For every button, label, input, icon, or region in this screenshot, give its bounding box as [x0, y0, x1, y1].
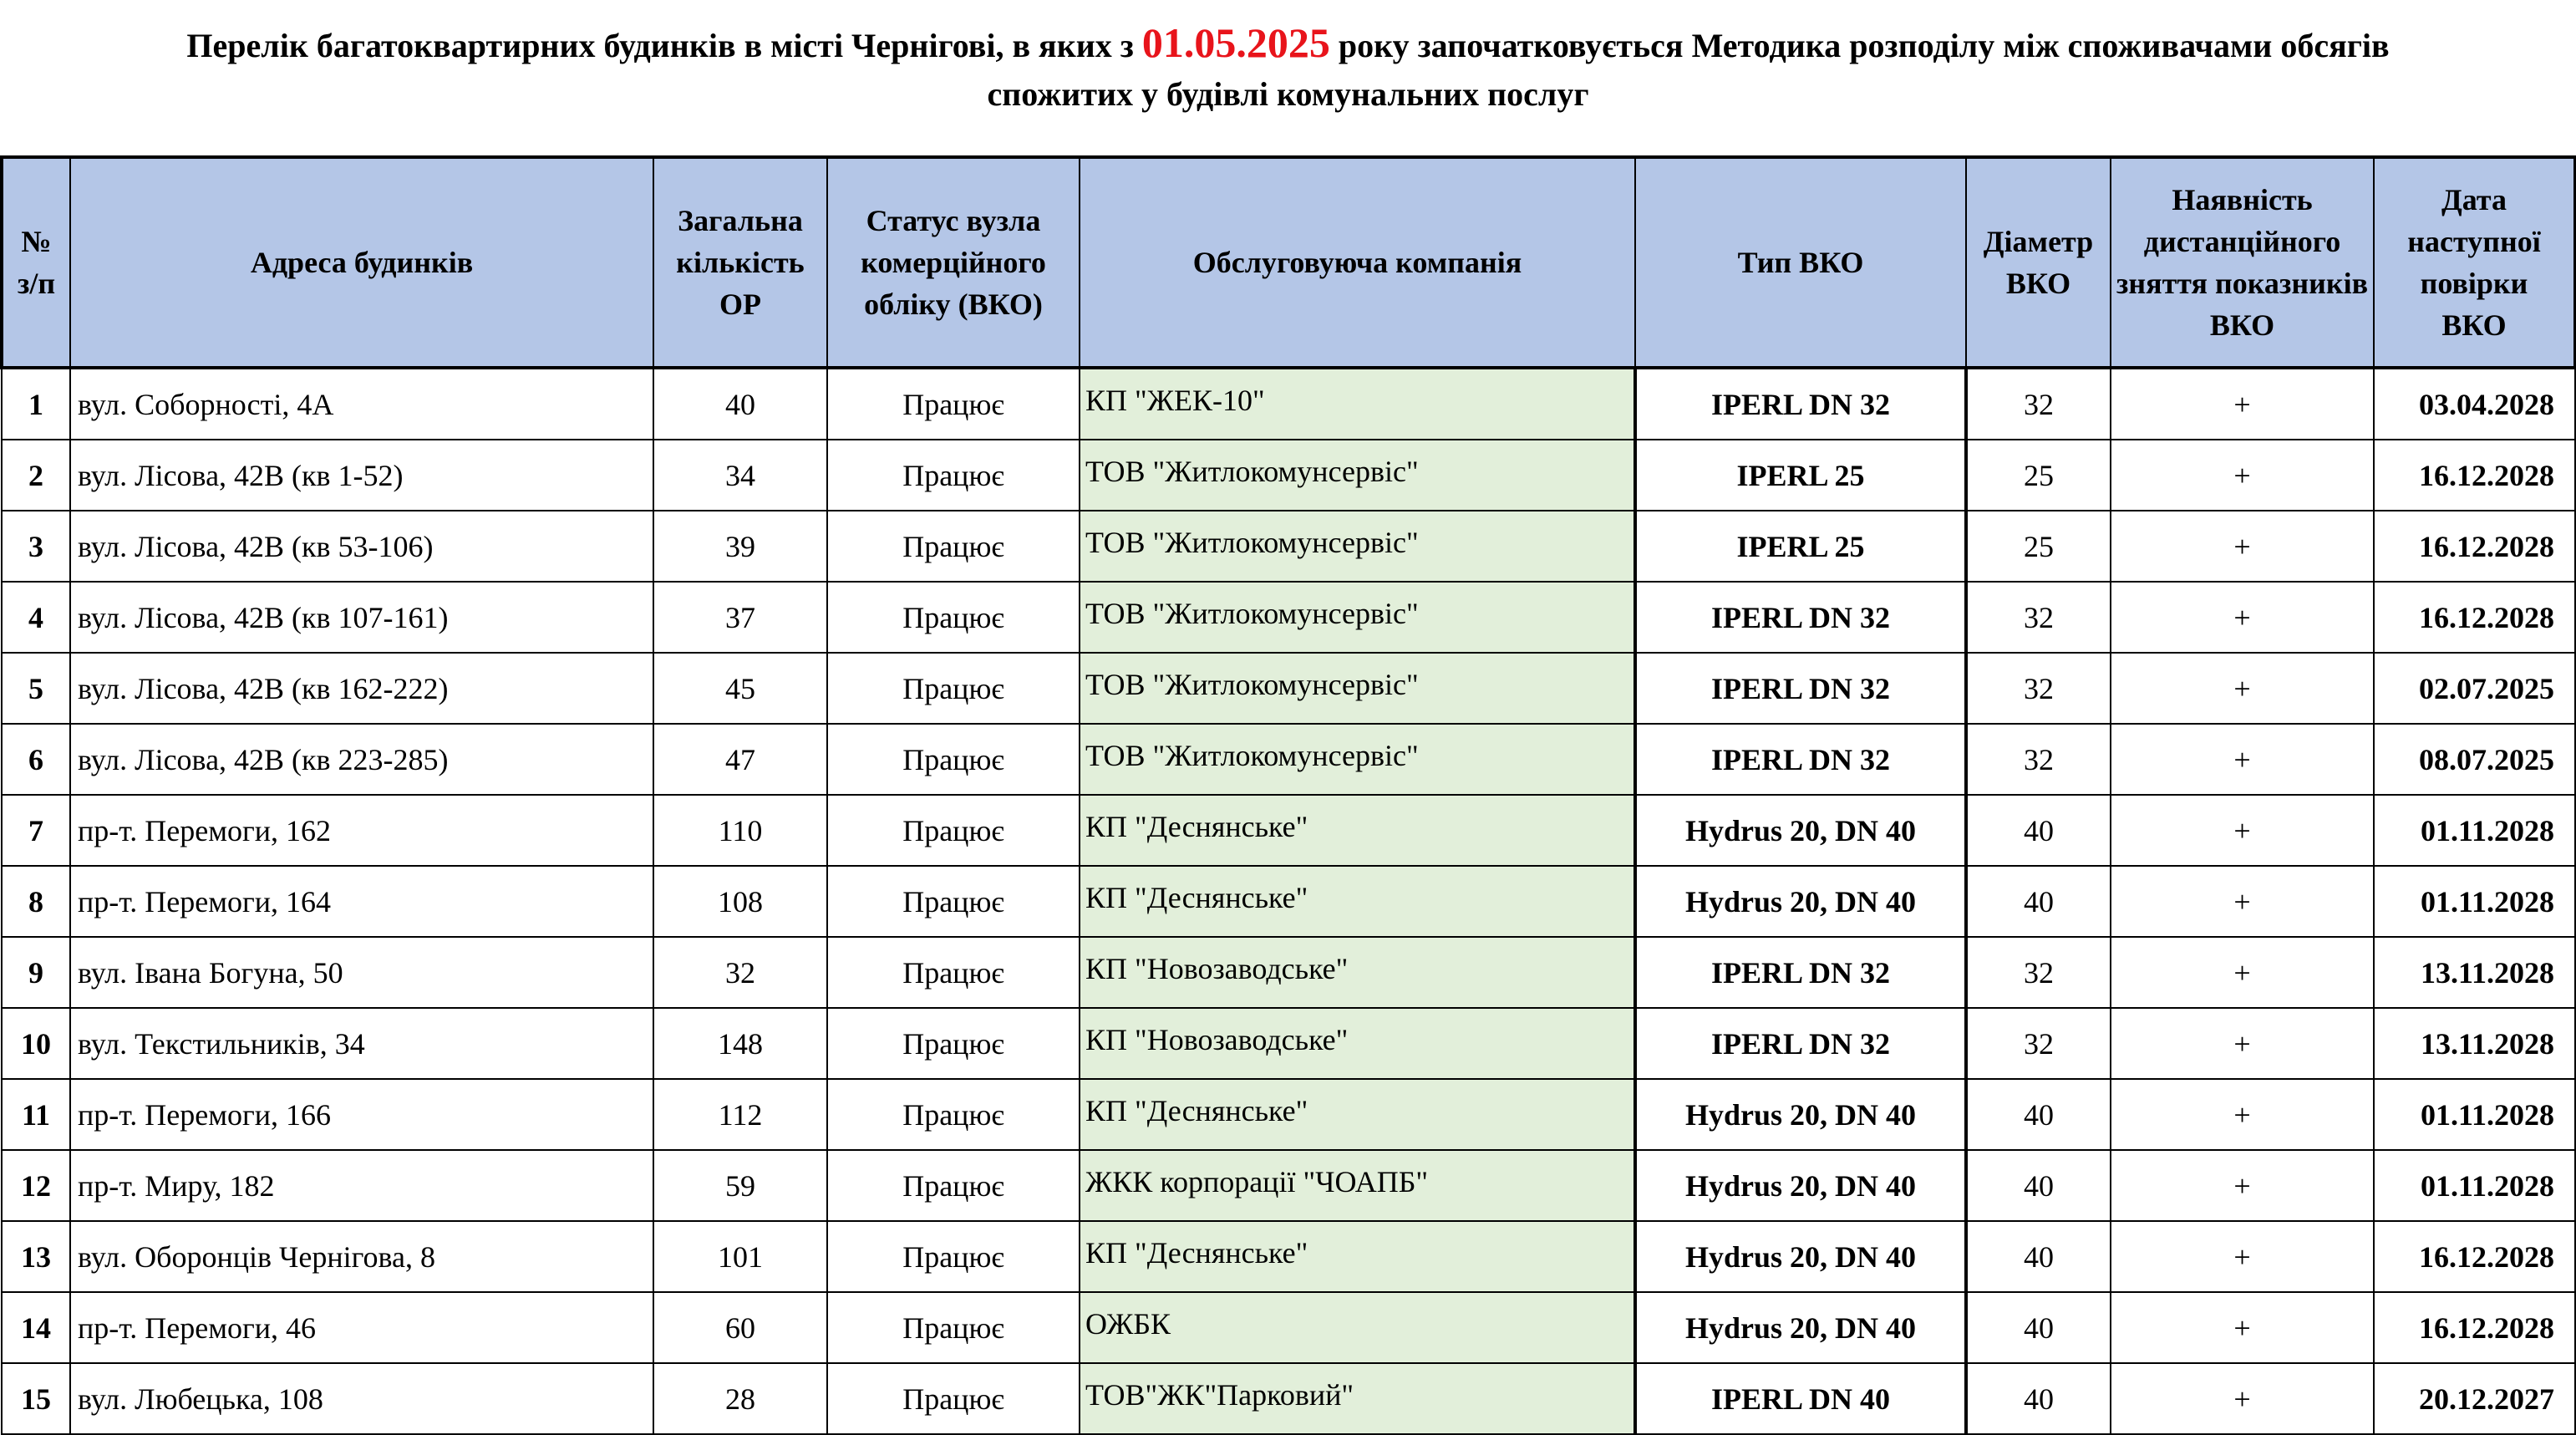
cell-next-verification-date: 13.11.2028: [2374, 937, 2575, 1008]
buildings-table-container: [0, 155, 2573, 1435]
cell-meter-diameter: 40: [1966, 1150, 2111, 1221]
cell-meter-status: Працює: [827, 1150, 1080, 1221]
cell-meter-diameter: 32: [1966, 582, 2111, 653]
cell-meter-type: Hydrus 20, DN 40: [1635, 1079, 1966, 1150]
cell-remote-reading: +: [2111, 653, 2374, 724]
cell-service-company: КП "Деснянське": [1080, 866, 1635, 937]
cell-next-verification-date: 03.04.2028: [2374, 368, 2575, 440]
cell-meter-status: Працює: [827, 582, 1080, 653]
cell-meter-type: IPERL DN 32: [1635, 582, 1966, 653]
cell-service-company: ТОВ "Житлокомунсервіс": [1080, 582, 1635, 653]
table-row: [2, 724, 2575, 795]
cell-meter-diameter: 32: [1966, 937, 2111, 1008]
cell-meter-status: Працює: [827, 795, 1080, 866]
cell-service-company: КП "Деснянське": [1080, 1221, 1635, 1292]
cell-meter-diameter: 32: [1966, 368, 2111, 440]
cell-meter-status: Працює: [827, 724, 1080, 795]
header-next-verification-date: Дата наступної повірки ВКО: [2374, 157, 2575, 368]
header-address: Адреса будинків: [70, 157, 653, 368]
cell-service-company: ТОВ "Житлокомунсервіс": [1080, 653, 1635, 724]
cell-or-count: 40: [653, 368, 827, 440]
cell-or-count: 59: [653, 1150, 827, 1221]
cell-remote-reading: +: [2111, 937, 2374, 1008]
table-row: [2, 1008, 2575, 1079]
cell-meter-diameter: 40: [1966, 1292, 2111, 1363]
cell-or-count: 101: [653, 1221, 827, 1292]
cell-row-number: 2: [2, 440, 70, 511]
cell-next-verification-date: 16.12.2028: [2374, 582, 2575, 653]
cell-service-company: КП "Деснянське": [1080, 795, 1635, 866]
cell-address: пр-т. Перемоги, 166: [70, 1079, 653, 1150]
table-row: [2, 440, 2575, 511]
cell-row-number: 5: [2, 653, 70, 724]
table-row: [2, 937, 2575, 1008]
cell-address: вул. Текстильників, 34: [70, 1008, 653, 1079]
cell-next-verification-date: 16.12.2028: [2374, 1292, 2575, 1363]
cell-meter-status: Працює: [827, 866, 1080, 937]
cell-service-company: ТОВ "Житлокомунсервіс": [1080, 440, 1635, 511]
cell-address: пр-т. Миру, 182: [70, 1150, 653, 1221]
cell-remote-reading: +: [2111, 1150, 2374, 1221]
cell-meter-diameter: 32: [1966, 1008, 2111, 1079]
cell-address: пр-т. Перемоги, 164: [70, 866, 653, 937]
cell-meter-diameter: 25: [1966, 440, 2111, 511]
cell-next-verification-date: 20.12.2027: [2374, 1363, 2575, 1434]
cell-meter-type: Hydrus 20, DN 40: [1635, 1221, 1966, 1292]
cell-next-verification-date: 16.12.2028: [2374, 440, 2575, 511]
header-meter-type: Тип ВКО: [1635, 157, 1966, 368]
table-row: [2, 795, 2575, 866]
cell-address: вул. Любецька, 108: [70, 1363, 653, 1434]
cell-row-number: 14: [2, 1292, 70, 1363]
cell-or-count: 108: [653, 866, 827, 937]
cell-row-number: 12: [2, 1150, 70, 1221]
cell-address: вул. Соборності, 4А: [70, 368, 653, 440]
cell-meter-status: Працює: [827, 1008, 1080, 1079]
cell-next-verification-date: 01.11.2028: [2374, 1150, 2575, 1221]
cell-remote-reading: +: [2111, 724, 2374, 795]
cell-service-company: ЖКК корпорації "ЧОАПБ": [1080, 1150, 1635, 1221]
cell-next-verification-date: 08.07.2025: [2374, 724, 2575, 795]
cell-meter-status: Працює: [827, 1079, 1080, 1150]
cell-service-company: ТОВ "Житлокомунсервіс": [1080, 724, 1635, 795]
table-header-row: [2, 157, 2575, 368]
header-or-count: Загальна кількість ОР: [653, 157, 827, 368]
table-row: [2, 511, 2575, 582]
cell-meter-diameter: 40: [1966, 795, 2111, 866]
cell-next-verification-date: 01.11.2028: [2374, 795, 2575, 866]
cell-meter-diameter: 40: [1966, 1221, 2111, 1292]
cell-row-number: 13: [2, 1221, 70, 1292]
cell-row-number: 10: [2, 1008, 70, 1079]
cell-or-count: 60: [653, 1292, 827, 1363]
cell-meter-status: Працює: [827, 1292, 1080, 1363]
cell-meter-type: IPERL DN 32: [1635, 937, 1966, 1008]
cell-service-company: КП "Новозаводське": [1080, 1008, 1635, 1079]
cell-remote-reading: +: [2111, 1079, 2374, 1150]
header-meter-status: Статус вузла комерційного обліку (ВКО): [827, 157, 1080, 368]
table-row: [2, 1079, 2575, 1150]
cell-or-count: 110: [653, 795, 827, 866]
cell-service-company: ТОВ "Житлокомунсервіс": [1080, 511, 1635, 582]
table-row: [2, 1363, 2575, 1434]
cell-service-company: ТОВ"ЖК"Парковий": [1080, 1363, 1635, 1434]
cell-remote-reading: +: [2111, 1292, 2374, 1363]
cell-address: вул. Івана Богуна, 50: [70, 937, 653, 1008]
table-row: [2, 866, 2575, 937]
title-line-2: спожитих у будівлі комунальних послуг: [987, 75, 1589, 113]
cell-remote-reading: +: [2111, 866, 2374, 937]
cell-meter-type: IPERL 25: [1635, 440, 1966, 511]
cell-meter-diameter: 40: [1966, 1079, 2111, 1150]
cell-meter-status: Працює: [827, 511, 1080, 582]
cell-remote-reading: +: [2111, 440, 2374, 511]
cell-next-verification-date: 01.11.2028: [2374, 866, 2575, 937]
document-title: [0, 18, 2576, 119]
cell-remote-reading: +: [2111, 511, 2374, 582]
cell-row-number: 1: [2, 368, 70, 440]
title-start-date: 01.05.2025: [1141, 19, 1330, 66]
cell-meter-type: Hydrus 20, DN 40: [1635, 795, 1966, 866]
title-line-1: [0, 18, 2576, 70]
cell-meter-diameter: 25: [1966, 511, 2111, 582]
cell-or-count: 112: [653, 1079, 827, 1150]
cell-row-number: 9: [2, 937, 70, 1008]
cell-next-verification-date: 16.12.2028: [2374, 1221, 2575, 1292]
cell-meter-type: IPERL DN 32: [1635, 724, 1966, 795]
header-row-number: № з/п: [2, 157, 70, 368]
cell-remote-reading: +: [2111, 1221, 2374, 1292]
cell-remote-reading: +: [2111, 368, 2374, 440]
cell-remote-reading: +: [2111, 582, 2374, 653]
cell-address: вул. Лісова, 42В (кв 53-106): [70, 511, 653, 582]
cell-next-verification-date: 02.07.2025: [2374, 653, 2575, 724]
table-row: [2, 1292, 2575, 1363]
buildings-table: [0, 155, 2576, 1435]
cell-address: вул. Лісова, 42В (кв 107-161): [70, 582, 653, 653]
cell-or-count: 47: [653, 724, 827, 795]
cell-or-count: 32: [653, 937, 827, 1008]
cell-meter-status: Працює: [827, 653, 1080, 724]
cell-meter-status: Працює: [827, 368, 1080, 440]
cell-service-company: КП "ЖЕК-10": [1080, 368, 1635, 440]
cell-service-company: КП "Новозаводське": [1080, 937, 1635, 1008]
cell-meter-diameter: 32: [1966, 724, 2111, 795]
cell-row-number: 6: [2, 724, 70, 795]
header-remote-reading: Наявність дистанційного зняття показників ВКО: [2111, 157, 2374, 368]
cell-remote-reading: +: [2111, 1363, 2374, 1434]
cell-meter-type: IPERL DN 32: [1635, 653, 1966, 724]
header-service-company: Обслуговуюча компанія: [1080, 157, 1635, 368]
cell-meter-type: Hydrus 20, DN 40: [1635, 1292, 1966, 1363]
cell-meter-type: IPERL DN 32: [1635, 1008, 1966, 1079]
cell-meter-status: Працює: [827, 937, 1080, 1008]
cell-next-verification-date: 01.11.2028: [2374, 1079, 2575, 1150]
cell-meter-type: IPERL DN 32: [1635, 368, 1966, 440]
cell-row-number: 4: [2, 582, 70, 653]
cell-address: вул. Оборонців Чернігова, 8: [70, 1221, 653, 1292]
cell-meter-diameter: 40: [1966, 1363, 2111, 1434]
cell-meter-type: IPERL DN 40: [1635, 1363, 1966, 1434]
table-row: [2, 582, 2575, 653]
title-suffix: року започатковується Методика розподілу між споживачами обсягів: [1329, 27, 2390, 64]
cell-row-number: 3: [2, 511, 70, 582]
cell-meter-status: Працює: [827, 440, 1080, 511]
cell-meter-diameter: 40: [1966, 866, 2111, 937]
cell-or-count: 148: [653, 1008, 827, 1079]
cell-or-count: 39: [653, 511, 827, 582]
cell-row-number: 8: [2, 866, 70, 937]
table-row: [2, 368, 2575, 440]
cell-address: вул. Лісова, 42В (кв 162-222): [70, 653, 653, 724]
cell-next-verification-date: 16.12.2028: [2374, 511, 2575, 582]
cell-address: вул. Лісова, 42В (кв 223-285): [70, 724, 653, 795]
cell-meter-diameter: 32: [1966, 653, 2111, 724]
cell-address: вул. Лісова, 42В (кв 1-52): [70, 440, 653, 511]
cell-next-verification-date: 13.11.2028: [2374, 1008, 2575, 1079]
cell-or-count: 45: [653, 653, 827, 724]
cell-or-count: 34: [653, 440, 827, 511]
cell-service-company: ОЖБК: [1080, 1292, 1635, 1363]
cell-meter-type: IPERL 25: [1635, 511, 1966, 582]
cell-row-number: 7: [2, 795, 70, 866]
title-prefix: Перелік багатоквартирних будинків в місті Чернігові, в яких з: [186, 27, 1142, 64]
cell-address: пр-т. Перемоги, 46: [70, 1292, 653, 1363]
cell-or-count: 37: [653, 582, 827, 653]
cell-row-number: 15: [2, 1363, 70, 1434]
cell-meter-status: Працює: [827, 1363, 1080, 1434]
cell-address: пр-т. Перемоги, 162: [70, 795, 653, 866]
cell-meter-status: Працює: [827, 1221, 1080, 1292]
cell-meter-type: Hydrus 20, DN 40: [1635, 866, 1966, 937]
cell-service-company: КП "Деснянське": [1080, 1079, 1635, 1150]
table-row: [2, 1221, 2575, 1292]
table-row: [2, 1150, 2575, 1221]
cell-remote-reading: +: [2111, 1008, 2374, 1079]
table-body: [2, 368, 2575, 1434]
cell-remote-reading: +: [2111, 795, 2374, 866]
table-row: [2, 653, 2575, 724]
cell-meter-type: Hydrus 20, DN 40: [1635, 1150, 1966, 1221]
header-meter-diameter: Діаметр ВКО: [1966, 157, 2111, 368]
cell-or-count: 28: [653, 1363, 827, 1434]
cell-row-number: 11: [2, 1079, 70, 1150]
